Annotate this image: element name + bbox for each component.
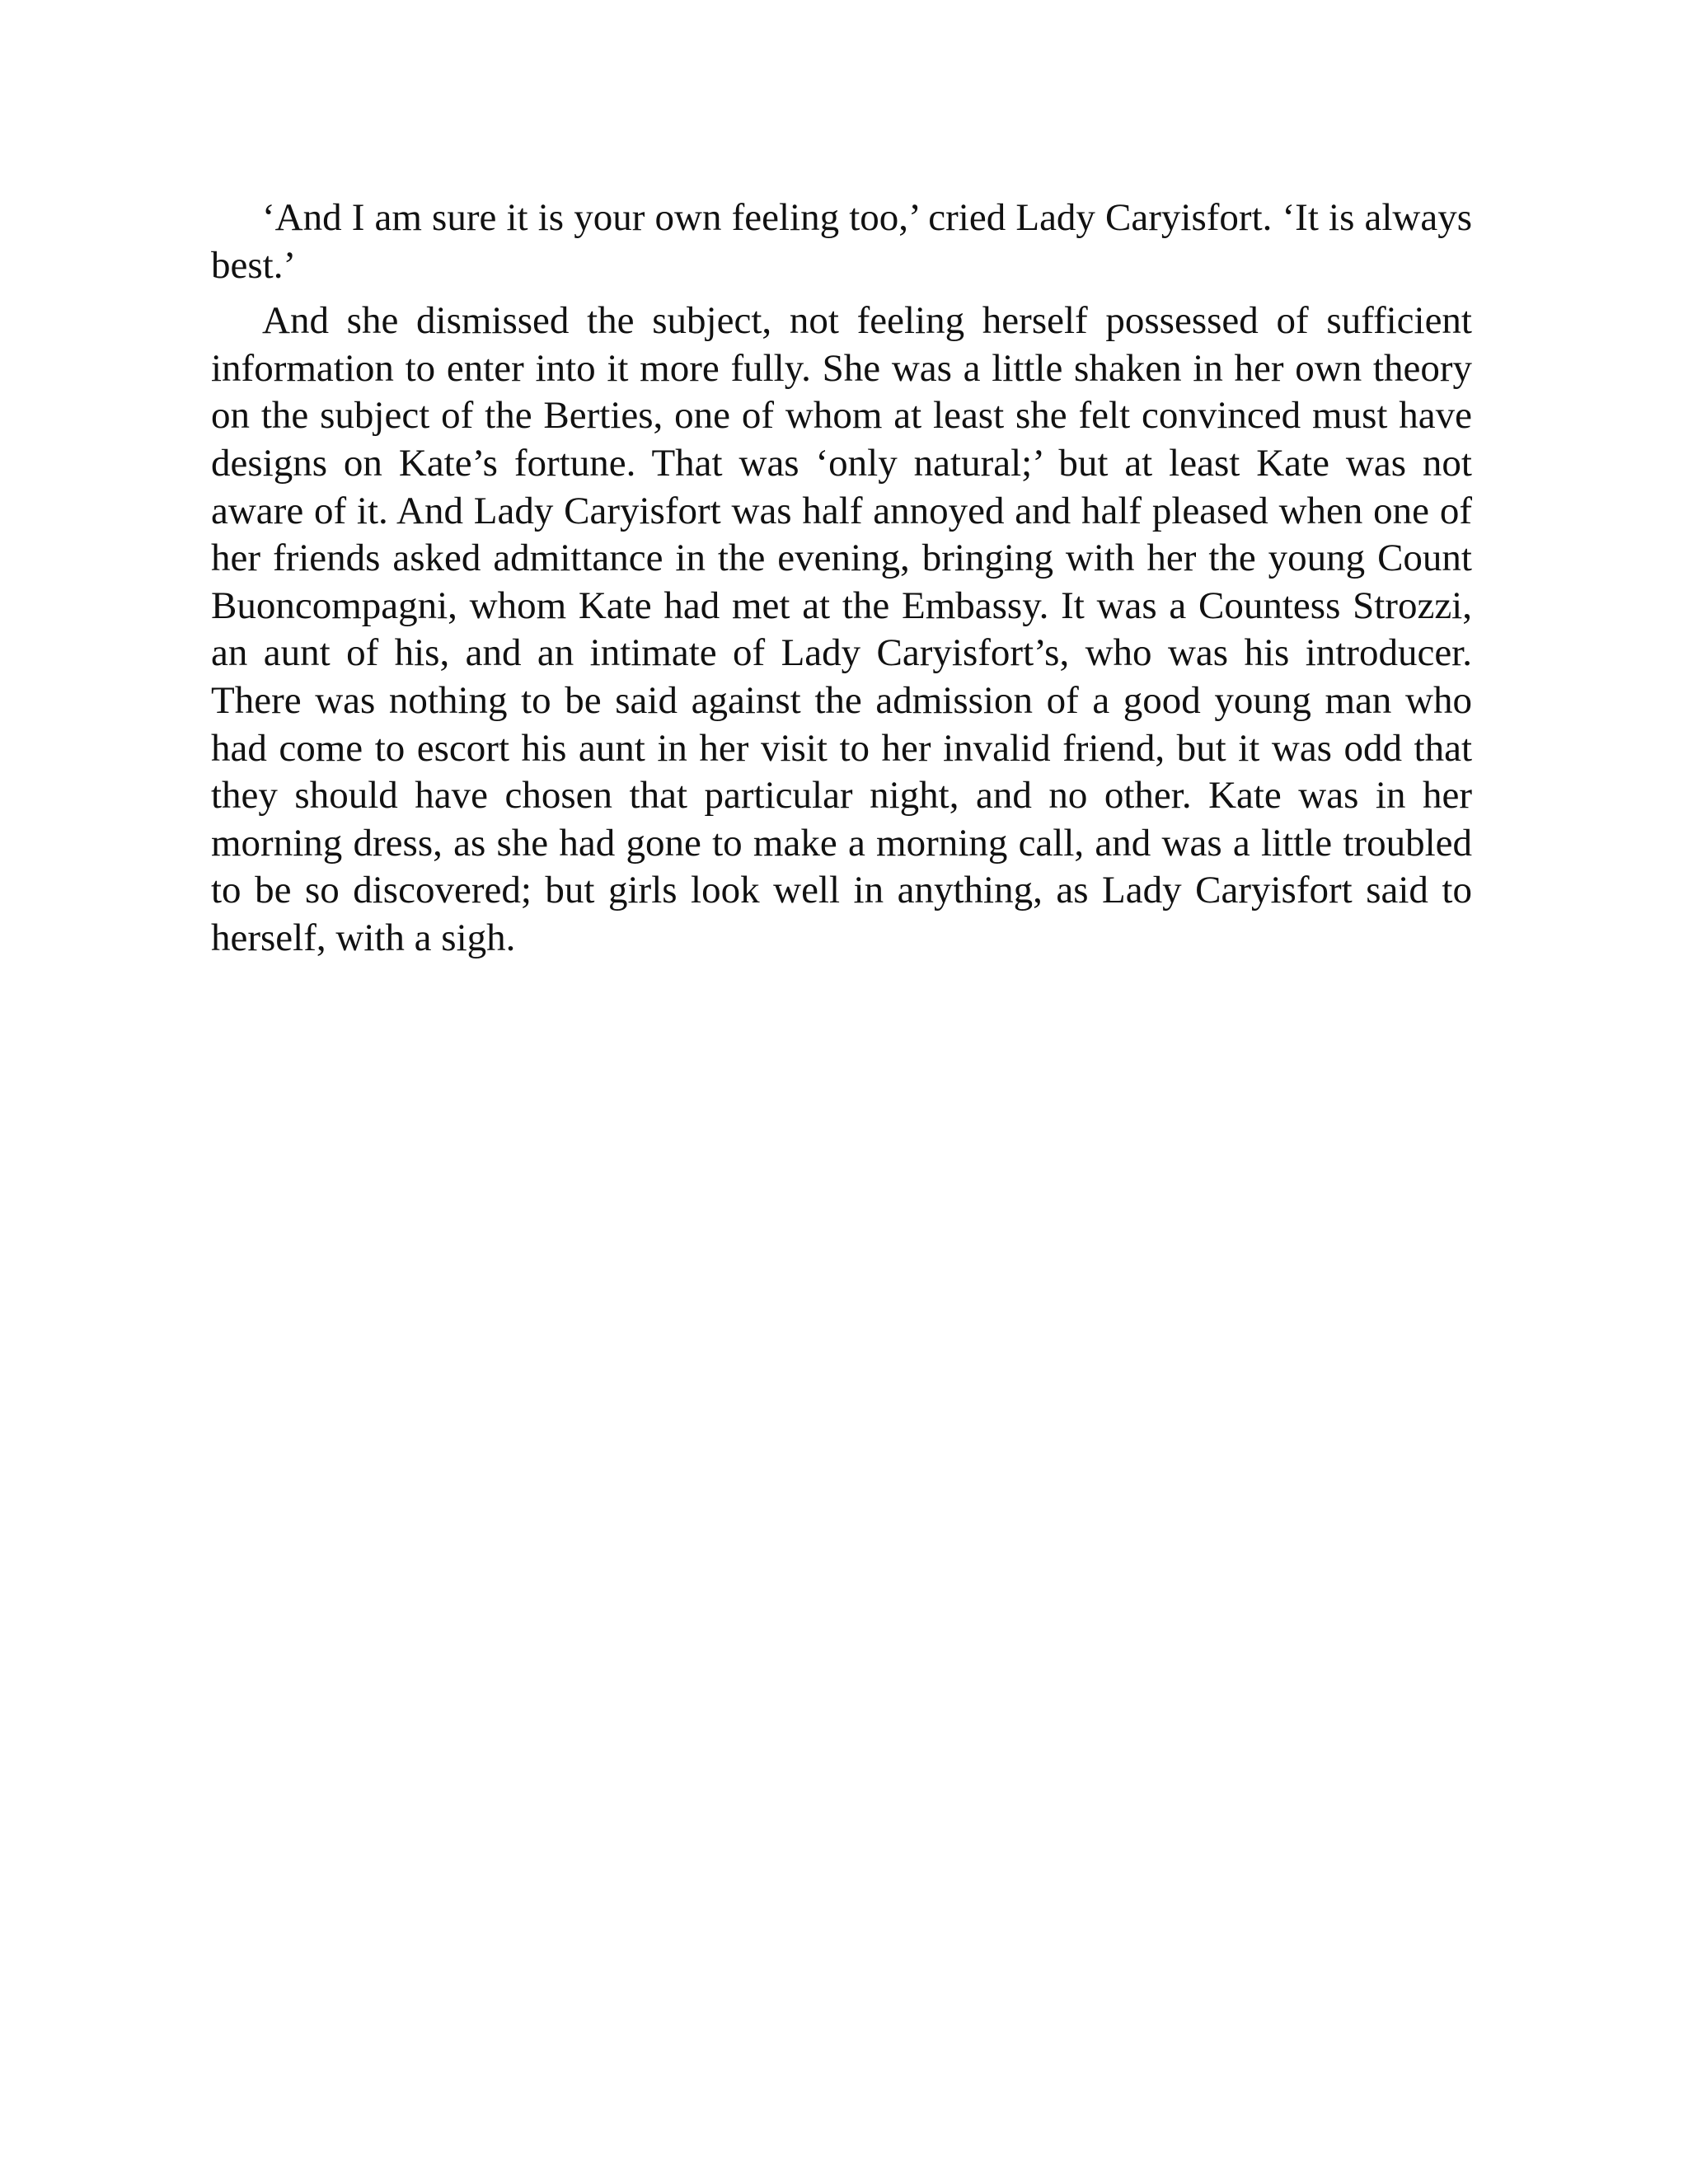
body-text bbox=[211, 194, 1472, 971]
paragraph-2: And she dismissed the subject, not feeling herself possessed of sufficient information to enter into it more fully. She was a little shaken in her own theory on the subject of the Berties, one of whom at least she felt convinced must have designs on Kate’s fortune. That was ‘only natural;’ but at least Kate was not aware of it. And Lady Caryisfort was half annoyed and half pleased when one of her friends asked admittance in the evening, bringing with her the young Count Buoncompagni, whom Kate had met at the Embassy. It was a Countess Strozzi, an aunt of his, and an intimate of Lady Caryisfort’s, who was his introducer. There was nothing to be said against the admission of a good young man who had come to escort his aunt in her visit to her invalid friend, but it was odd that they should have chosen that particular night, and no other. Kate was in her morning dress, as she had gone to make a morning call, and was a little troubled to be so discovered; but girls look well in anything, as Lady Caryisfort said to herself, with a sigh. bbox=[211, 299, 1472, 959]
paragraph-1: ‘And I am sure it is your own feeling too,’ cried Lady Caryisfort. ‘It is always best.’ bbox=[211, 196, 1472, 287]
